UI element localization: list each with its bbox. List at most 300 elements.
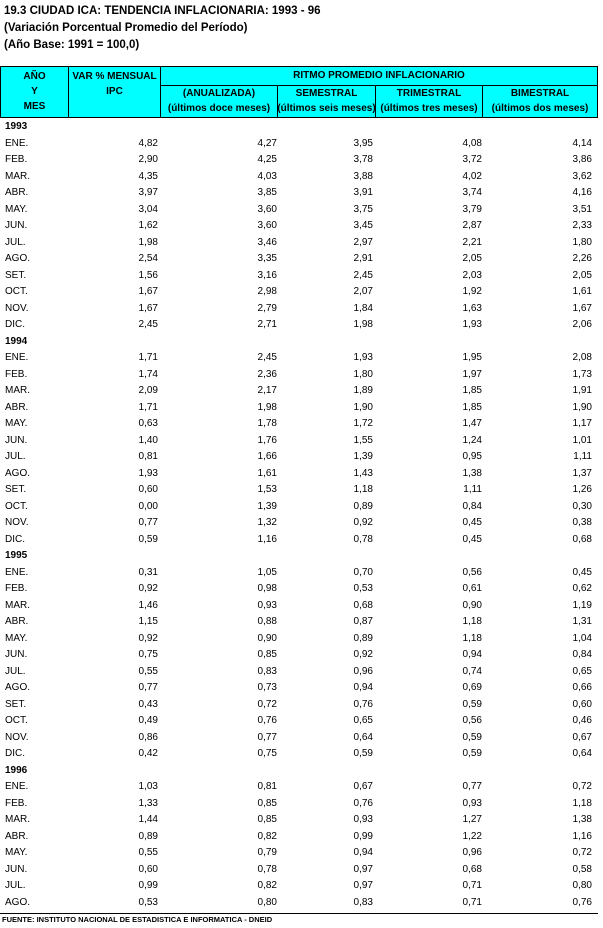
sem-cell: 0,96 bbox=[353, 665, 373, 677]
anual-cell: 0,88 bbox=[257, 616, 277, 627]
header-mes: MES bbox=[23, 101, 46, 112]
anual-cell: 3,16 bbox=[257, 269, 277, 281]
table-row bbox=[0, 565, 598, 582]
sem-cell: 3,91 bbox=[353, 187, 373, 198]
anual-cell: 3,46 bbox=[257, 236, 277, 248]
month-cell: JUN. bbox=[5, 220, 28, 231]
sem-cell: 1,98 bbox=[353, 319, 373, 330]
month-cell: SET. bbox=[5, 484, 27, 495]
sem-cell: 1,90 bbox=[353, 401, 373, 413]
table-base-note: (Año Base: 1991 = 100,0) bbox=[4, 39, 140, 51]
table-row bbox=[0, 152, 598, 169]
var-cell: 0,99 bbox=[138, 880, 158, 891]
month-cell: OCT. bbox=[5, 286, 28, 297]
var-cell: 0,42 bbox=[138, 748, 158, 759]
bim-cell: 0,58 bbox=[572, 863, 592, 875]
anual-cell: 1,66 bbox=[257, 451, 277, 462]
month-cell: ABR. bbox=[5, 616, 29, 627]
month-cell: MAY. bbox=[5, 632, 28, 644]
table-row bbox=[0, 136, 598, 153]
sem-cell: 2,91 bbox=[353, 253, 373, 264]
header-ano: AÑO bbox=[23, 71, 46, 82]
var-cell: 1,67 bbox=[138, 302, 158, 314]
table-row bbox=[0, 746, 598, 763]
month-cell: AGO. bbox=[5, 467, 31, 479]
anual-cell: 1,76 bbox=[257, 434, 277, 446]
var-cell: 0,92 bbox=[138, 632, 158, 644]
bim-cell: 1,90 bbox=[572, 401, 592, 413]
sem-cell: 1,39 bbox=[353, 451, 373, 462]
table-title: 19.3 CIUDAD ICA: TENDENCIA INFLACIONARIA: 1993 - 96 bbox=[4, 5, 321, 17]
year-label: 1994 bbox=[5, 335, 28, 347]
month-cell: FEB. bbox=[5, 368, 28, 380]
var-cell: 1,93 bbox=[138, 467, 158, 479]
anual-cell: 2,98 bbox=[257, 286, 277, 297]
bim-cell: 1,37 bbox=[572, 467, 592, 479]
bim-cell: 0,76 bbox=[572, 896, 592, 908]
header-y: Y bbox=[31, 86, 38, 97]
bim-cell: 2,26 bbox=[572, 253, 592, 264]
bim-cell: 0,80 bbox=[572, 880, 592, 891]
header-sem-sub: (últimos seis meses) bbox=[277, 103, 376, 114]
anual-cell: 0,82 bbox=[257, 880, 277, 891]
sem-cell: 0,70 bbox=[353, 566, 373, 578]
anual-cell: 0,73 bbox=[257, 682, 277, 693]
anual-cell: 0,77 bbox=[257, 731, 277, 743]
month-cell: ABR. bbox=[5, 187, 29, 198]
table-row bbox=[0, 895, 598, 912]
tri-cell: 1,18 bbox=[462, 632, 482, 644]
table-row bbox=[0, 664, 598, 681]
tri-cell: 4,08 bbox=[462, 137, 482, 149]
table-row bbox=[0, 532, 598, 549]
sem-cell: 0,76 bbox=[353, 797, 373, 809]
sem-cell: 0,53 bbox=[353, 583, 373, 594]
anual-cell: 0,78 bbox=[257, 863, 277, 875]
table-row bbox=[0, 697, 598, 714]
table-row bbox=[0, 169, 598, 186]
anual-cell: 0,85 bbox=[257, 814, 277, 825]
header-ipc: IPC bbox=[106, 86, 123, 97]
bim-cell: 0,68 bbox=[572, 533, 592, 545]
anual-cell: 2,71 bbox=[257, 319, 277, 330]
table-row bbox=[0, 730, 598, 747]
bim-cell: 1,19 bbox=[572, 599, 592, 611]
table-row bbox=[0, 317, 598, 334]
month-cell: MAY. bbox=[5, 203, 28, 215]
month-cell: OCT. bbox=[5, 500, 28, 512]
tri-cell: 2,21 bbox=[462, 236, 482, 248]
sem-cell: 0,99 bbox=[353, 830, 373, 842]
month-cell: ENE. bbox=[5, 566, 29, 578]
bim-cell: 0,72 bbox=[572, 781, 592, 792]
tri-cell: 0,77 bbox=[462, 781, 482, 792]
bim-cell: 0,38 bbox=[572, 517, 592, 528]
table-row bbox=[0, 482, 598, 499]
var-cell: 1,03 bbox=[138, 781, 158, 792]
table-row bbox=[0, 779, 598, 796]
anual-cell: 2,17 bbox=[257, 385, 277, 396]
table-row bbox=[0, 796, 598, 813]
table-row bbox=[0, 416, 598, 433]
anual-cell: 4,27 bbox=[257, 137, 277, 149]
var-cell: 0,77 bbox=[138, 682, 158, 693]
year-label: 1993 bbox=[5, 121, 28, 132]
tri-cell: 1,95 bbox=[462, 352, 482, 363]
bim-cell: 0,65 bbox=[572, 665, 592, 677]
anual-cell: 0,85 bbox=[257, 649, 277, 660]
header-tri: TRIMESTRAL bbox=[396, 88, 462, 99]
table-row bbox=[0, 862, 598, 879]
month-cell: AGO. bbox=[5, 682, 31, 693]
tri-cell: 1,97 bbox=[462, 368, 482, 380]
anual-cell: 3,60 bbox=[257, 203, 277, 215]
var-cell: 2,09 bbox=[138, 385, 158, 396]
month-cell: ENE. bbox=[5, 781, 29, 792]
tri-cell: 1,24 bbox=[462, 434, 482, 446]
month-cell: JUN. bbox=[5, 863, 28, 875]
year-row bbox=[0, 119, 598, 136]
month-cell: NOV. bbox=[5, 517, 29, 528]
table-row bbox=[0, 218, 598, 235]
var-cell: 1,33 bbox=[138, 797, 158, 809]
tri-cell: 1,85 bbox=[462, 385, 482, 396]
tri-cell: 0,59 bbox=[462, 698, 482, 710]
bim-cell: 1,11 bbox=[573, 451, 592, 462]
sem-cell: 0,94 bbox=[353, 847, 373, 858]
sem-cell: 0,92 bbox=[353, 649, 373, 660]
anual-cell: 1,78 bbox=[257, 418, 277, 429]
table-row bbox=[0, 598, 598, 615]
tri-cell: 1,38 bbox=[462, 467, 482, 479]
var-cell: 1,67 bbox=[138, 286, 158, 297]
anual-cell: 2,36 bbox=[257, 368, 277, 380]
var-cell: 0,86 bbox=[138, 731, 158, 743]
sem-cell: 3,75 bbox=[353, 203, 373, 215]
table-row bbox=[0, 433, 598, 450]
sem-cell: 0,78 bbox=[353, 533, 373, 545]
tri-cell: 0,95 bbox=[462, 451, 482, 462]
tri-cell: 1,63 bbox=[462, 302, 482, 314]
table-row bbox=[0, 812, 598, 829]
var-cell: 2,45 bbox=[138, 319, 158, 330]
bim-cell: 0,45 bbox=[572, 566, 592, 578]
sem-cell: 0,59 bbox=[353, 748, 373, 759]
var-cell: 0,60 bbox=[138, 863, 158, 875]
table-row bbox=[0, 185, 598, 202]
var-cell: 0,75 bbox=[138, 649, 158, 660]
bim-cell: 0,64 bbox=[572, 748, 592, 759]
sem-cell: 0,87 bbox=[353, 616, 373, 627]
var-cell: 0,59 bbox=[138, 533, 158, 545]
month-cell: NOV. bbox=[5, 302, 29, 314]
header-anual-sub: (últimos doce meses) bbox=[167, 103, 271, 114]
table-row bbox=[0, 581, 598, 598]
table-row bbox=[0, 647, 598, 664]
table-row bbox=[0, 631, 598, 648]
sem-cell: 1,93 bbox=[353, 352, 373, 363]
sem-cell: 0,89 bbox=[353, 500, 373, 512]
month-cell: MAY. bbox=[5, 847, 28, 858]
month-cell: MAR. bbox=[5, 814, 30, 825]
month-cell: NOV. bbox=[5, 731, 29, 743]
month-cell: JUN. bbox=[5, 649, 28, 660]
bim-cell: 3,62 bbox=[572, 170, 592, 182]
var-cell: 1,46 bbox=[138, 599, 158, 611]
tri-cell: 1,92 bbox=[462, 286, 482, 297]
sem-cell: 0,89 bbox=[353, 632, 373, 644]
bim-cell: 2,08 bbox=[572, 352, 592, 363]
bim-cell: 1,73 bbox=[572, 368, 592, 380]
month-cell: JUN. bbox=[5, 434, 28, 446]
bim-cell: 0,46 bbox=[572, 715, 592, 726]
month-cell: SET. bbox=[5, 269, 27, 281]
tri-cell: 1,27 bbox=[462, 814, 482, 825]
tri-cell: 0,84 bbox=[462, 500, 482, 512]
tri-cell: 0,59 bbox=[462, 748, 482, 759]
tri-cell: 0,68 bbox=[462, 863, 482, 875]
header-tri-sub: (últimos tres meses) bbox=[380, 103, 478, 114]
anual-cell: 0,85 bbox=[257, 797, 277, 809]
anual-cell: 1,98 bbox=[257, 401, 277, 413]
tri-cell: 3,74 bbox=[462, 187, 482, 198]
bim-cell: 0,72 bbox=[572, 847, 592, 858]
anual-cell: 1,05 bbox=[257, 566, 277, 578]
table-row bbox=[0, 845, 598, 862]
year-row bbox=[0, 548, 598, 565]
anual-cell: 4,03 bbox=[257, 170, 277, 182]
month-cell: DIC. bbox=[5, 319, 25, 330]
sem-cell: 1,84 bbox=[353, 302, 373, 314]
var-cell: 1,40 bbox=[138, 434, 158, 446]
var-cell: 0,63 bbox=[138, 418, 158, 429]
anual-cell: 3,60 bbox=[257, 220, 277, 231]
tri-cell: 2,05 bbox=[462, 253, 482, 264]
sem-cell: 0,83 bbox=[353, 896, 373, 908]
month-cell: AGO. bbox=[5, 896, 31, 908]
anual-cell: 1,61 bbox=[257, 467, 277, 479]
var-cell: 0,55 bbox=[138, 847, 158, 858]
table-row bbox=[0, 268, 598, 285]
table-row bbox=[0, 829, 598, 846]
source-note: FUENTE: INSTITUTO NACIONAL DE ESTADISTICA E INFORMATICA - DNEID bbox=[2, 915, 273, 924]
var-cell: 0,53 bbox=[138, 896, 158, 908]
sem-cell: 0,64 bbox=[353, 731, 373, 743]
table-row bbox=[0, 713, 598, 730]
table-row bbox=[0, 614, 598, 631]
month-cell: JUL. bbox=[5, 665, 26, 677]
year-row bbox=[0, 763, 598, 780]
var-cell: 1,98 bbox=[138, 236, 158, 248]
tri-cell: 2,03 bbox=[462, 269, 482, 281]
footer-rule bbox=[0, 913, 598, 914]
table-row bbox=[0, 367, 598, 384]
sem-cell: 3,45 bbox=[353, 220, 373, 231]
month-cell: ABR. bbox=[5, 830, 29, 842]
table-row bbox=[0, 499, 598, 516]
anual-cell: 1,16 bbox=[257, 533, 277, 545]
var-cell: 0,81 bbox=[138, 451, 158, 462]
sem-cell: 1,89 bbox=[353, 385, 373, 396]
var-cell: 1,71 bbox=[138, 352, 158, 363]
tri-cell: 0,71 bbox=[462, 880, 482, 891]
var-cell: 1,15 bbox=[138, 616, 158, 627]
table-row bbox=[0, 284, 598, 301]
bim-cell: 0,60 bbox=[572, 698, 592, 710]
sem-cell: 1,80 bbox=[353, 368, 373, 380]
sem-cell: 0,94 bbox=[353, 682, 373, 693]
table-row bbox=[0, 515, 598, 532]
anual-cell: 0,75 bbox=[257, 748, 277, 759]
var-cell: 0,92 bbox=[138, 583, 158, 594]
bim-cell: 1,01 bbox=[572, 434, 592, 446]
table-row bbox=[0, 680, 598, 697]
bim-cell: 1,67 bbox=[572, 302, 592, 314]
var-cell: 0,77 bbox=[138, 517, 158, 528]
anual-cell: 2,79 bbox=[257, 302, 277, 314]
month-cell: ENE. bbox=[5, 352, 29, 363]
header-anual: (ANUALIZADA) bbox=[182, 88, 256, 99]
table-row bbox=[0, 350, 598, 367]
bim-cell: 2,33 bbox=[572, 220, 592, 231]
header-ritmo: RITMO PROMEDIO INFLACIONARIO bbox=[293, 70, 465, 81]
bim-cell: 1,80 bbox=[572, 236, 592, 248]
anual-cell: 0,83 bbox=[257, 665, 277, 677]
month-cell: ABR. bbox=[5, 401, 29, 413]
month-cell: JUL. bbox=[5, 451, 26, 462]
month-cell: DIC. bbox=[5, 533, 25, 545]
var-cell: 1,44 bbox=[138, 814, 158, 825]
year-label: 1996 bbox=[5, 764, 28, 776]
tri-cell: 0,94 bbox=[462, 649, 482, 660]
var-cell: 3,04 bbox=[138, 203, 158, 215]
table-row bbox=[0, 400, 598, 417]
bim-cell: 2,06 bbox=[572, 319, 592, 330]
table-row bbox=[0, 878, 598, 895]
table-row bbox=[0, 235, 598, 252]
tri-cell: 2,87 bbox=[462, 220, 482, 231]
bim-cell: 0,67 bbox=[572, 731, 592, 743]
header-bim-sub: (últimos dos meses) bbox=[491, 103, 589, 114]
tri-cell: 0,45 bbox=[462, 533, 482, 545]
sem-cell: 0,93 bbox=[353, 814, 373, 825]
tri-cell: 1,22 bbox=[462, 830, 482, 842]
anual-cell: 3,85 bbox=[257, 187, 277, 198]
sem-cell: 2,97 bbox=[353, 236, 373, 248]
var-cell: 0,55 bbox=[138, 665, 158, 677]
bim-cell: 1,18 bbox=[572, 797, 592, 809]
var-cell: 0,31 bbox=[138, 566, 158, 578]
bim-cell: 3,86 bbox=[572, 154, 592, 165]
sem-cell: 0,68 bbox=[353, 599, 373, 611]
tri-cell: 0,71 bbox=[462, 896, 482, 908]
anual-cell: 1,53 bbox=[257, 484, 277, 495]
bim-cell: 2,05 bbox=[572, 269, 592, 281]
tri-cell: 3,79 bbox=[462, 203, 482, 215]
var-cell: 2,90 bbox=[138, 154, 158, 165]
anual-cell: 0,93 bbox=[257, 599, 277, 611]
var-cell: 0,00 bbox=[138, 500, 158, 512]
month-cell: MAR. bbox=[5, 599, 30, 611]
month-cell: MAR. bbox=[5, 170, 30, 182]
var-cell: 4,35 bbox=[138, 170, 158, 182]
sem-cell: 1,72 bbox=[353, 418, 373, 429]
month-cell: AGO. bbox=[5, 253, 31, 264]
tri-cell: 0,56 bbox=[462, 715, 482, 726]
bim-cell: 0,62 bbox=[572, 583, 592, 594]
tri-cell: 1,85 bbox=[462, 401, 482, 413]
anual-cell: 0,81 bbox=[257, 781, 277, 792]
anual-cell: 0,98 bbox=[257, 583, 277, 594]
table-title-block bbox=[4, 3, 321, 54]
sem-cell: 0,67 bbox=[353, 781, 373, 792]
table-row bbox=[0, 251, 598, 268]
tri-cell: 0,96 bbox=[462, 847, 482, 858]
sem-cell: 0,76 bbox=[353, 698, 373, 710]
month-cell: DIC. bbox=[5, 748, 25, 759]
anual-cell: 0,80 bbox=[257, 896, 277, 908]
tri-cell: 3,72 bbox=[462, 154, 482, 165]
tri-cell: 0,61 bbox=[462, 583, 482, 594]
table-row bbox=[0, 466, 598, 483]
header-bim: BIMESTRAL bbox=[510, 88, 570, 99]
anual-cell: 1,32 bbox=[257, 517, 277, 528]
table-row bbox=[0, 301, 598, 318]
anual-cell: 0,76 bbox=[257, 715, 277, 726]
bim-cell: 3,51 bbox=[572, 203, 592, 215]
tri-cell: 1,47 bbox=[462, 418, 482, 429]
bim-cell: 1,26 bbox=[572, 484, 592, 495]
var-cell: 2,54 bbox=[138, 253, 158, 264]
month-cell: SET. bbox=[5, 698, 27, 710]
month-cell: MAR. bbox=[5, 385, 30, 396]
month-cell: JUL. bbox=[5, 880, 26, 891]
bim-cell: 0,66 bbox=[572, 682, 592, 693]
month-cell: OCT. bbox=[5, 715, 28, 726]
bim-cell: 1,38 bbox=[572, 814, 592, 825]
var-cell: 1,62 bbox=[138, 220, 158, 231]
sem-cell: 2,45 bbox=[353, 269, 373, 281]
var-cell: 1,56 bbox=[138, 269, 158, 281]
sem-cell: 0,65 bbox=[353, 715, 373, 726]
var-cell: 1,71 bbox=[138, 401, 158, 413]
bim-cell: 0,30 bbox=[572, 500, 592, 512]
tri-cell: 0,59 bbox=[462, 731, 482, 743]
tri-cell: 0,56 bbox=[462, 566, 482, 578]
var-cell: 0,60 bbox=[138, 484, 158, 495]
table-row bbox=[0, 383, 598, 400]
bim-cell: 4,14 bbox=[572, 137, 592, 149]
bim-cell: 0,84 bbox=[572, 649, 592, 660]
month-cell: FEB. bbox=[5, 583, 28, 594]
bim-cell: 4,16 bbox=[572, 187, 592, 198]
var-cell: 0,49 bbox=[138, 715, 158, 726]
month-cell: JUL. bbox=[5, 236, 26, 248]
month-cell: ENE. bbox=[5, 137, 29, 149]
sem-cell: 3,78 bbox=[353, 154, 373, 165]
anual-cell: 0,79 bbox=[257, 847, 277, 858]
table-row bbox=[0, 449, 598, 466]
year-label: 1995 bbox=[5, 550, 28, 561]
tri-cell: 1,18 bbox=[462, 616, 482, 627]
sem-cell: 1,43 bbox=[353, 467, 373, 479]
tri-cell: 0,69 bbox=[462, 682, 482, 693]
table-row bbox=[0, 202, 598, 219]
sem-cell: 0,97 bbox=[353, 880, 373, 891]
anual-cell: 1,39 bbox=[257, 500, 277, 512]
tri-cell: 4,02 bbox=[462, 170, 482, 182]
tri-cell: 0,74 bbox=[462, 665, 482, 677]
